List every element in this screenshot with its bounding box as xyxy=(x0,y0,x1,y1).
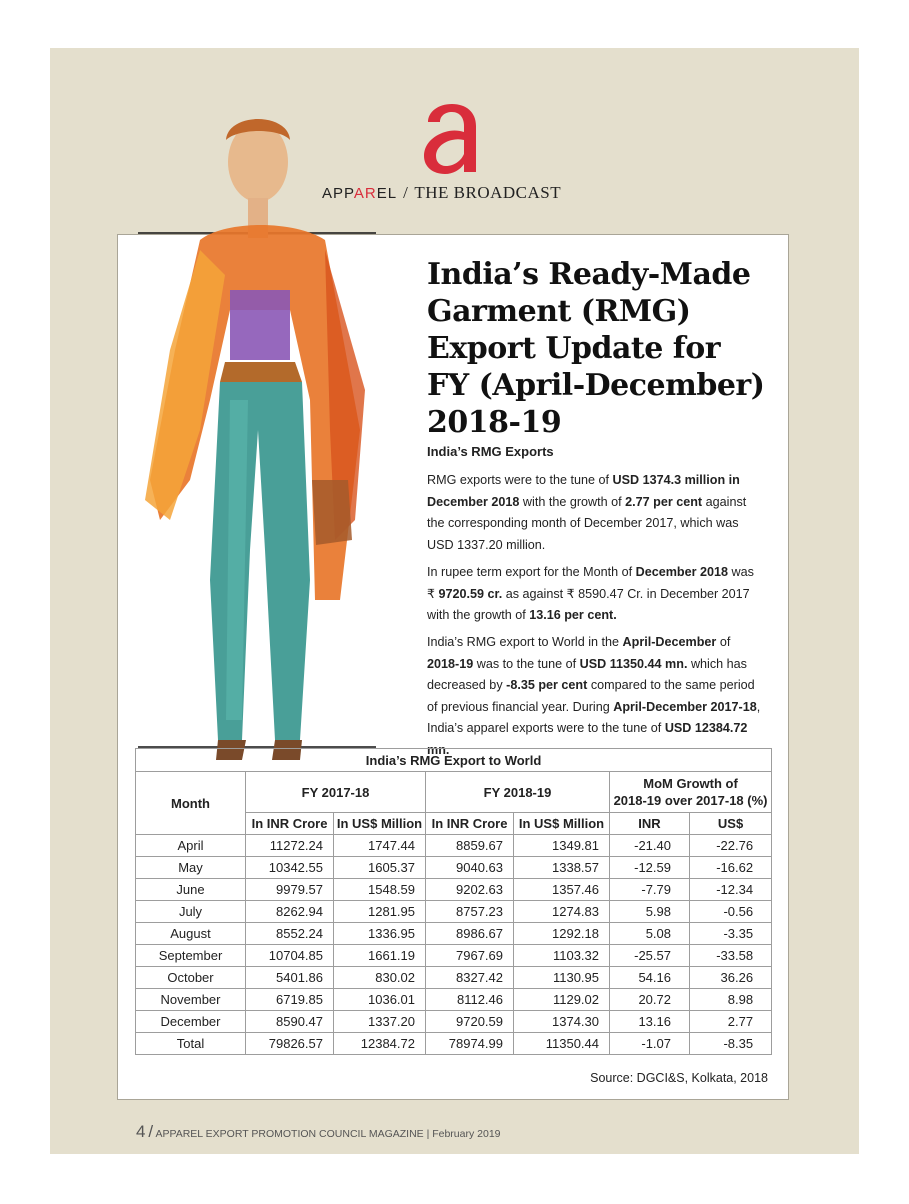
month-cell: May xyxy=(136,857,246,879)
table-row xyxy=(136,857,772,879)
value-cell: 7967.69 xyxy=(426,945,514,967)
month-cell: December xyxy=(136,1011,246,1033)
value-cell: 8552.24 xyxy=(246,923,334,945)
value-cell: 1357.46 xyxy=(514,879,610,901)
value-cell: 9040.63 xyxy=(426,857,514,879)
article-title: India’s Ready-Made Garment (RMG) Export Update for FY (April-December) 2018-19 xyxy=(427,257,765,440)
table-row xyxy=(136,1011,772,1033)
month-cell: September xyxy=(136,945,246,967)
value-cell: 1336.95 xyxy=(334,923,426,945)
table-row xyxy=(136,901,772,923)
usd-million-header: In US$ Million xyxy=(514,813,610,835)
table-row xyxy=(136,1033,772,1055)
month-cell: June xyxy=(136,879,246,901)
table-title: India’s RMG Export to World xyxy=(136,749,772,772)
value-cell: 8859.67 xyxy=(426,835,514,857)
article-subheading: India’s RMG Exports xyxy=(427,444,554,459)
month-cell: July xyxy=(136,901,246,923)
page-number: 4 xyxy=(136,1122,146,1141)
value-cell: 10704.85 xyxy=(246,945,334,967)
value-cell: 1548.59 xyxy=(334,879,426,901)
inr-crore-header: In INR Crore xyxy=(246,813,334,835)
value-cell: -33.58 xyxy=(690,945,772,967)
fy-2018-19-header: FY 2018-19 xyxy=(426,772,610,813)
table-source: Source: DGCI&S, Kolkata, 2018 xyxy=(590,1071,768,1085)
table-row xyxy=(136,879,772,901)
fashion-model-illustration xyxy=(130,100,390,770)
value-cell: 8986.67 xyxy=(426,923,514,945)
inr-growth-header: INR xyxy=(610,813,690,835)
table-row xyxy=(136,989,772,1011)
month-header: Month xyxy=(136,772,246,835)
month-cell: April xyxy=(136,835,246,857)
footer-text: APPAREL EXPORT PROMOTION COUNCIL MAGAZINE | February 2019 xyxy=(155,1128,501,1140)
paragraph-december-inr: In rupee term export for the Month of December 2018 was ₹ 9720.59 cr. as against ₹ 8590.47 Cr. in December 2017 with the growth of 13.16 per cent. xyxy=(427,565,754,622)
value-cell: 8590.47 xyxy=(246,1011,334,1033)
paragraph-december-usd: RMG exports were to the tune of USD 1374.3 million in December 2018 with the growth of 2.77 per cent against the corresponding month of December 2017, which was USD 1337.20 million. xyxy=(427,473,747,552)
value-cell: 1130.95 xyxy=(514,967,610,989)
usd-million-header: In US$ Million xyxy=(334,813,426,835)
brand-apparel-wordmark: APPAREL xyxy=(322,185,398,202)
value-cell: 13.16 xyxy=(610,1011,690,1033)
value-cell: 5.98 xyxy=(610,901,690,923)
value-cell: 8.98 xyxy=(690,989,772,1011)
export-table xyxy=(135,748,772,1055)
table-body xyxy=(136,835,772,1055)
value-cell: -1.07 xyxy=(610,1033,690,1055)
value-cell: 11272.24 xyxy=(246,835,334,857)
table-row xyxy=(136,945,772,967)
paragraph-april-december: India’s RMG export to World in the April-December of 2018-19 was to the tune of USD 11350.44 mn. which has decreased by -8.35 per cent compared to the same period of previous financial year. During April-December 2017-18, India’s apparel exports were to the tune of USD 12384.72 mn. xyxy=(427,635,761,757)
growth-header: MoM Growth of 2018-19 over 2017-18 (%) xyxy=(610,772,772,813)
value-cell: 9720.59 xyxy=(426,1011,514,1033)
brand-broadcast: THE BROADCAST xyxy=(414,183,562,202)
value-cell: -3.35 xyxy=(690,923,772,945)
value-cell: 1036.01 xyxy=(334,989,426,1011)
table-row xyxy=(136,923,772,945)
value-cell: 1274.83 xyxy=(514,901,610,923)
value-cell: 9202.63 xyxy=(426,879,514,901)
fy-2017-18-header: FY 2017-18 xyxy=(246,772,426,813)
value-cell: -25.57 xyxy=(610,945,690,967)
value-cell: 1129.02 xyxy=(514,989,610,1011)
usd-growth-header: US$ xyxy=(690,813,772,835)
month-cell: October xyxy=(136,967,246,989)
value-cell: 11350.44 xyxy=(514,1033,610,1055)
inr-crore-header: In INR Crore xyxy=(426,813,514,835)
value-cell: 1337.20 xyxy=(334,1011,426,1033)
value-cell: 10342.55 xyxy=(246,857,334,879)
value-cell: 5401.86 xyxy=(246,967,334,989)
value-cell: 78974.99 xyxy=(426,1033,514,1055)
value-cell: 1338.57 xyxy=(514,857,610,879)
value-cell: 5.08 xyxy=(610,923,690,945)
apparel-logo-icon xyxy=(418,96,488,176)
month-cell: November xyxy=(136,989,246,1011)
value-cell: -22.76 xyxy=(690,835,772,857)
value-cell: 8262.94 xyxy=(246,901,334,923)
value-cell: 9979.57 xyxy=(246,879,334,901)
value-cell: 54.16 xyxy=(610,967,690,989)
value-cell: 1605.37 xyxy=(334,857,426,879)
value-cell: 1374.30 xyxy=(514,1011,610,1033)
page-footer: 4 / APPAREL EXPORT PROMOTION COUNCIL MAGAZINE | February 2019 xyxy=(136,1122,501,1141)
value-cell: -16.62 xyxy=(690,857,772,879)
value-cell: 1747.44 xyxy=(334,835,426,857)
value-cell: -8.35 xyxy=(690,1033,772,1055)
value-cell: 12384.72 xyxy=(334,1033,426,1055)
value-cell: 20.72 xyxy=(610,989,690,1011)
value-cell: 1103.32 xyxy=(514,945,610,967)
value-cell: 1661.19 xyxy=(334,945,426,967)
value-cell: 8757.23 xyxy=(426,901,514,923)
month-cell: Total xyxy=(136,1033,246,1055)
value-cell: 830.02 xyxy=(334,967,426,989)
value-cell: -12.59 xyxy=(610,857,690,879)
export-table-container xyxy=(135,748,771,1055)
value-cell: 36.26 xyxy=(690,967,772,989)
table-row xyxy=(136,835,772,857)
value-cell: -7.79 xyxy=(610,879,690,901)
value-cell: 1281.95 xyxy=(334,901,426,923)
brand-line: APPAREL / THE BROADCAST xyxy=(322,183,562,202)
value-cell: -12.34 xyxy=(690,879,772,901)
table-row xyxy=(136,967,772,989)
value-cell: -21.40 xyxy=(610,835,690,857)
value-cell: 6719.85 xyxy=(246,989,334,1011)
value-cell: 2.77 xyxy=(690,1011,772,1033)
value-cell: 79826.57 xyxy=(246,1033,334,1055)
value-cell: 8112.46 xyxy=(426,989,514,1011)
month-cell: August xyxy=(136,923,246,945)
value-cell: 1292.18 xyxy=(514,923,610,945)
value-cell: -0.56 xyxy=(690,901,772,923)
value-cell: 8327.42 xyxy=(426,967,514,989)
value-cell: 1349.81 xyxy=(514,835,610,857)
